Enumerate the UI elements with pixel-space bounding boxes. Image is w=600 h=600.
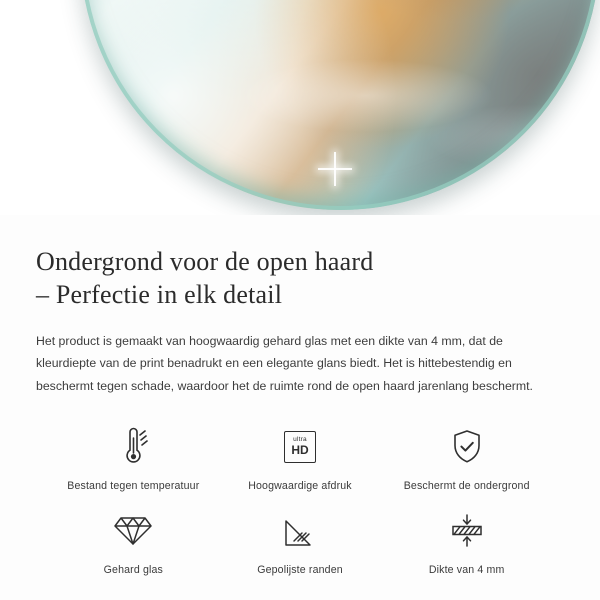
ultra-hd-top-text: ultra — [293, 435, 307, 443]
feature-label: Bestand tegen temperatuur — [67, 479, 200, 492]
feature-item-polished-edges — [217, 508, 384, 576]
polished-edges-icon — [282, 508, 318, 554]
thermometer-icon — [116, 424, 150, 470]
feature-item-tempered-glass — [50, 508, 217, 576]
feature-label: Beschermt de ondergrond — [403, 479, 530, 492]
feature-label: Dikte van 4 mm — [428, 563, 505, 576]
feature-item-temperature — [50, 424, 217, 492]
feature-label: Gehard glas — [103, 563, 164, 576]
feature-label: Gepolijste randen — [257, 563, 343, 576]
page-title-line-1: Ondergrond voor de open haard — [36, 247, 374, 276]
page-title — [36, 245, 564, 312]
feature-label: Hoogwaardige afdruk — [248, 479, 352, 492]
feature-item-print-quality — [217, 424, 384, 492]
hero-image — [0, 0, 600, 215]
diamond-icon — [113, 508, 153, 554]
feature-item-thickness — [383, 508, 550, 576]
page-title-line-2: – Perfectie in elk detail — [36, 280, 283, 310]
feature-grid — [36, 424, 564, 576]
ultra-hd-bottom-text: HD — [291, 443, 309, 458]
product-description: Het product is gemaakt van hoogwaardig gehard glas met een dikte van 4 mm, dat de kleurdiepte van de print benadrukt en een elegante glans biedt. Het is hittebestendig en beschermt tegen schade, waardoor het de ruimte rond de open haard jarenlang beschermt. — [36, 333, 533, 393]
shield-check-icon — [450, 424, 484, 470]
ultra-hd-icon — [284, 424, 316, 470]
thickness-arrows-icon — [447, 508, 487, 554]
feature-item-surface-protection — [383, 424, 550, 492]
round-glass-board-image — [80, 0, 600, 210]
content-section — [0, 215, 600, 576]
